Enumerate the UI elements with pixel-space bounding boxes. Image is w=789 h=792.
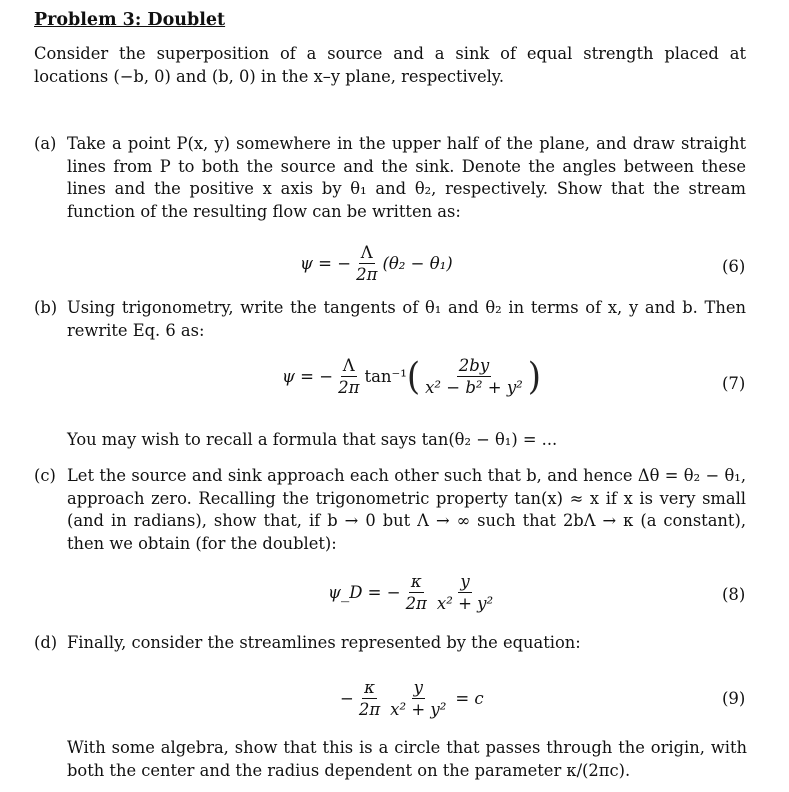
eq6-lhs: ψ = − bbox=[300, 254, 352, 273]
eq7-lhs: ψ = − bbox=[282, 367, 334, 386]
eq7-fraction bbox=[336, 356, 361, 397]
part-c-label: (c) bbox=[34, 466, 56, 485]
part-b-text: Using trigonometry, write the tangents of θ₁ and θ₂ in terms of x, y and b. Then rewrite Eq. 6 as: bbox=[67, 298, 746, 340]
eq7-right-paren: ) bbox=[527, 354, 542, 399]
eq7-inner-den: x² − b² + y² bbox=[425, 378, 523, 397]
eq9-number: (9) bbox=[722, 689, 746, 708]
eq6-number: (6) bbox=[722, 257, 746, 276]
part-c-text: Let the source and sink approach each other such that b, and hence Δθ = θ₂ − θ₁, approach zero. Recalling the trigonometric property tan(x) ≈ x if x is very small (and in radians), show that, if b → 0 but Λ → ∞ such that 2bΛ → κ (a constant), then we obtain (for the doublet): bbox=[67, 466, 746, 553]
eq7-func: tan⁻¹ bbox=[364, 367, 407, 386]
eq6-rhs: (θ₂ − θ₁) bbox=[382, 254, 453, 273]
equation-8 bbox=[328, 572, 498, 613]
part-b bbox=[34, 297, 746, 342]
eq7-inner-fraction bbox=[423, 356, 525, 397]
eq8-num2: y bbox=[460, 572, 470, 591]
part-d bbox=[34, 632, 746, 655]
intro-paragraph: Consider the superposition of a source and a sink of equal strength placed at locations (−b, 0) and (b, 0) in the x–y plane, respectively. bbox=[34, 44, 746, 86]
eq8-lhs: ψ_D = − bbox=[328, 583, 401, 602]
eq6-den: 2π bbox=[356, 265, 378, 284]
part-c bbox=[34, 465, 746, 555]
eq9-den1: 2π bbox=[358, 700, 381, 719]
recall-formula-text: You may wish to recall a formula that says tan(θ₂ − θ₁) = ... bbox=[67, 430, 558, 449]
equation-9 bbox=[340, 678, 484, 719]
eq8-num1: κ bbox=[410, 572, 422, 591]
part-b-label: (b) bbox=[34, 298, 58, 317]
equation-7 bbox=[282, 356, 541, 397]
eq9-num1: κ bbox=[364, 678, 375, 697]
eq8-fraction-2 bbox=[435, 572, 495, 613]
part-d-text: Finally, consider the streamlines represented by the equation: bbox=[67, 633, 581, 652]
eq7-number: (7) bbox=[722, 374, 746, 393]
eq6-fraction bbox=[354, 243, 379, 284]
problem-title: Problem 3: Doublet bbox=[34, 10, 226, 30]
eq9-fraction-2 bbox=[388, 678, 448, 719]
part-a-text: Take a point P(x, y) somewhere in the upper half of the plane, and draw straight lines from P to both the source and the sink. Denote the angles between these lines and the positive x axis by θ₁ and θ₂, respectively. Show that the stream function of the resulting flow can be written as: bbox=[67, 134, 746, 221]
eq8-den1: 2π bbox=[405, 594, 427, 613]
eq9-lhs: − bbox=[340, 689, 354, 708]
eq7-den: 2π bbox=[338, 378, 360, 397]
eq7-inner-num: 2by bbox=[458, 356, 490, 375]
eq7-num: Λ bbox=[342, 356, 355, 375]
equation-6 bbox=[300, 243, 453, 284]
eq9-fraction-1 bbox=[357, 678, 382, 719]
part-a-label: (a) bbox=[34, 134, 57, 153]
eq8-den2: x² + y² bbox=[436, 594, 494, 613]
eq9-rhs: = c bbox=[455, 689, 484, 708]
eq9-num2: y bbox=[413, 678, 423, 697]
part-d-label: (d) bbox=[34, 633, 58, 652]
part-a bbox=[34, 133, 746, 223]
eq8-fraction-1 bbox=[404, 572, 429, 613]
eq6-num: Λ bbox=[360, 243, 373, 262]
eq9-den2: x² + y² bbox=[390, 700, 447, 719]
closing-paragraph: With some algebra, show that this is a circle that passes through the origin, with both the center and the radius dependent on the parameter κ/(2πc). bbox=[67, 738, 747, 780]
eq7-left-paren: ( bbox=[406, 354, 421, 399]
eq8-number: (8) bbox=[722, 585, 746, 604]
